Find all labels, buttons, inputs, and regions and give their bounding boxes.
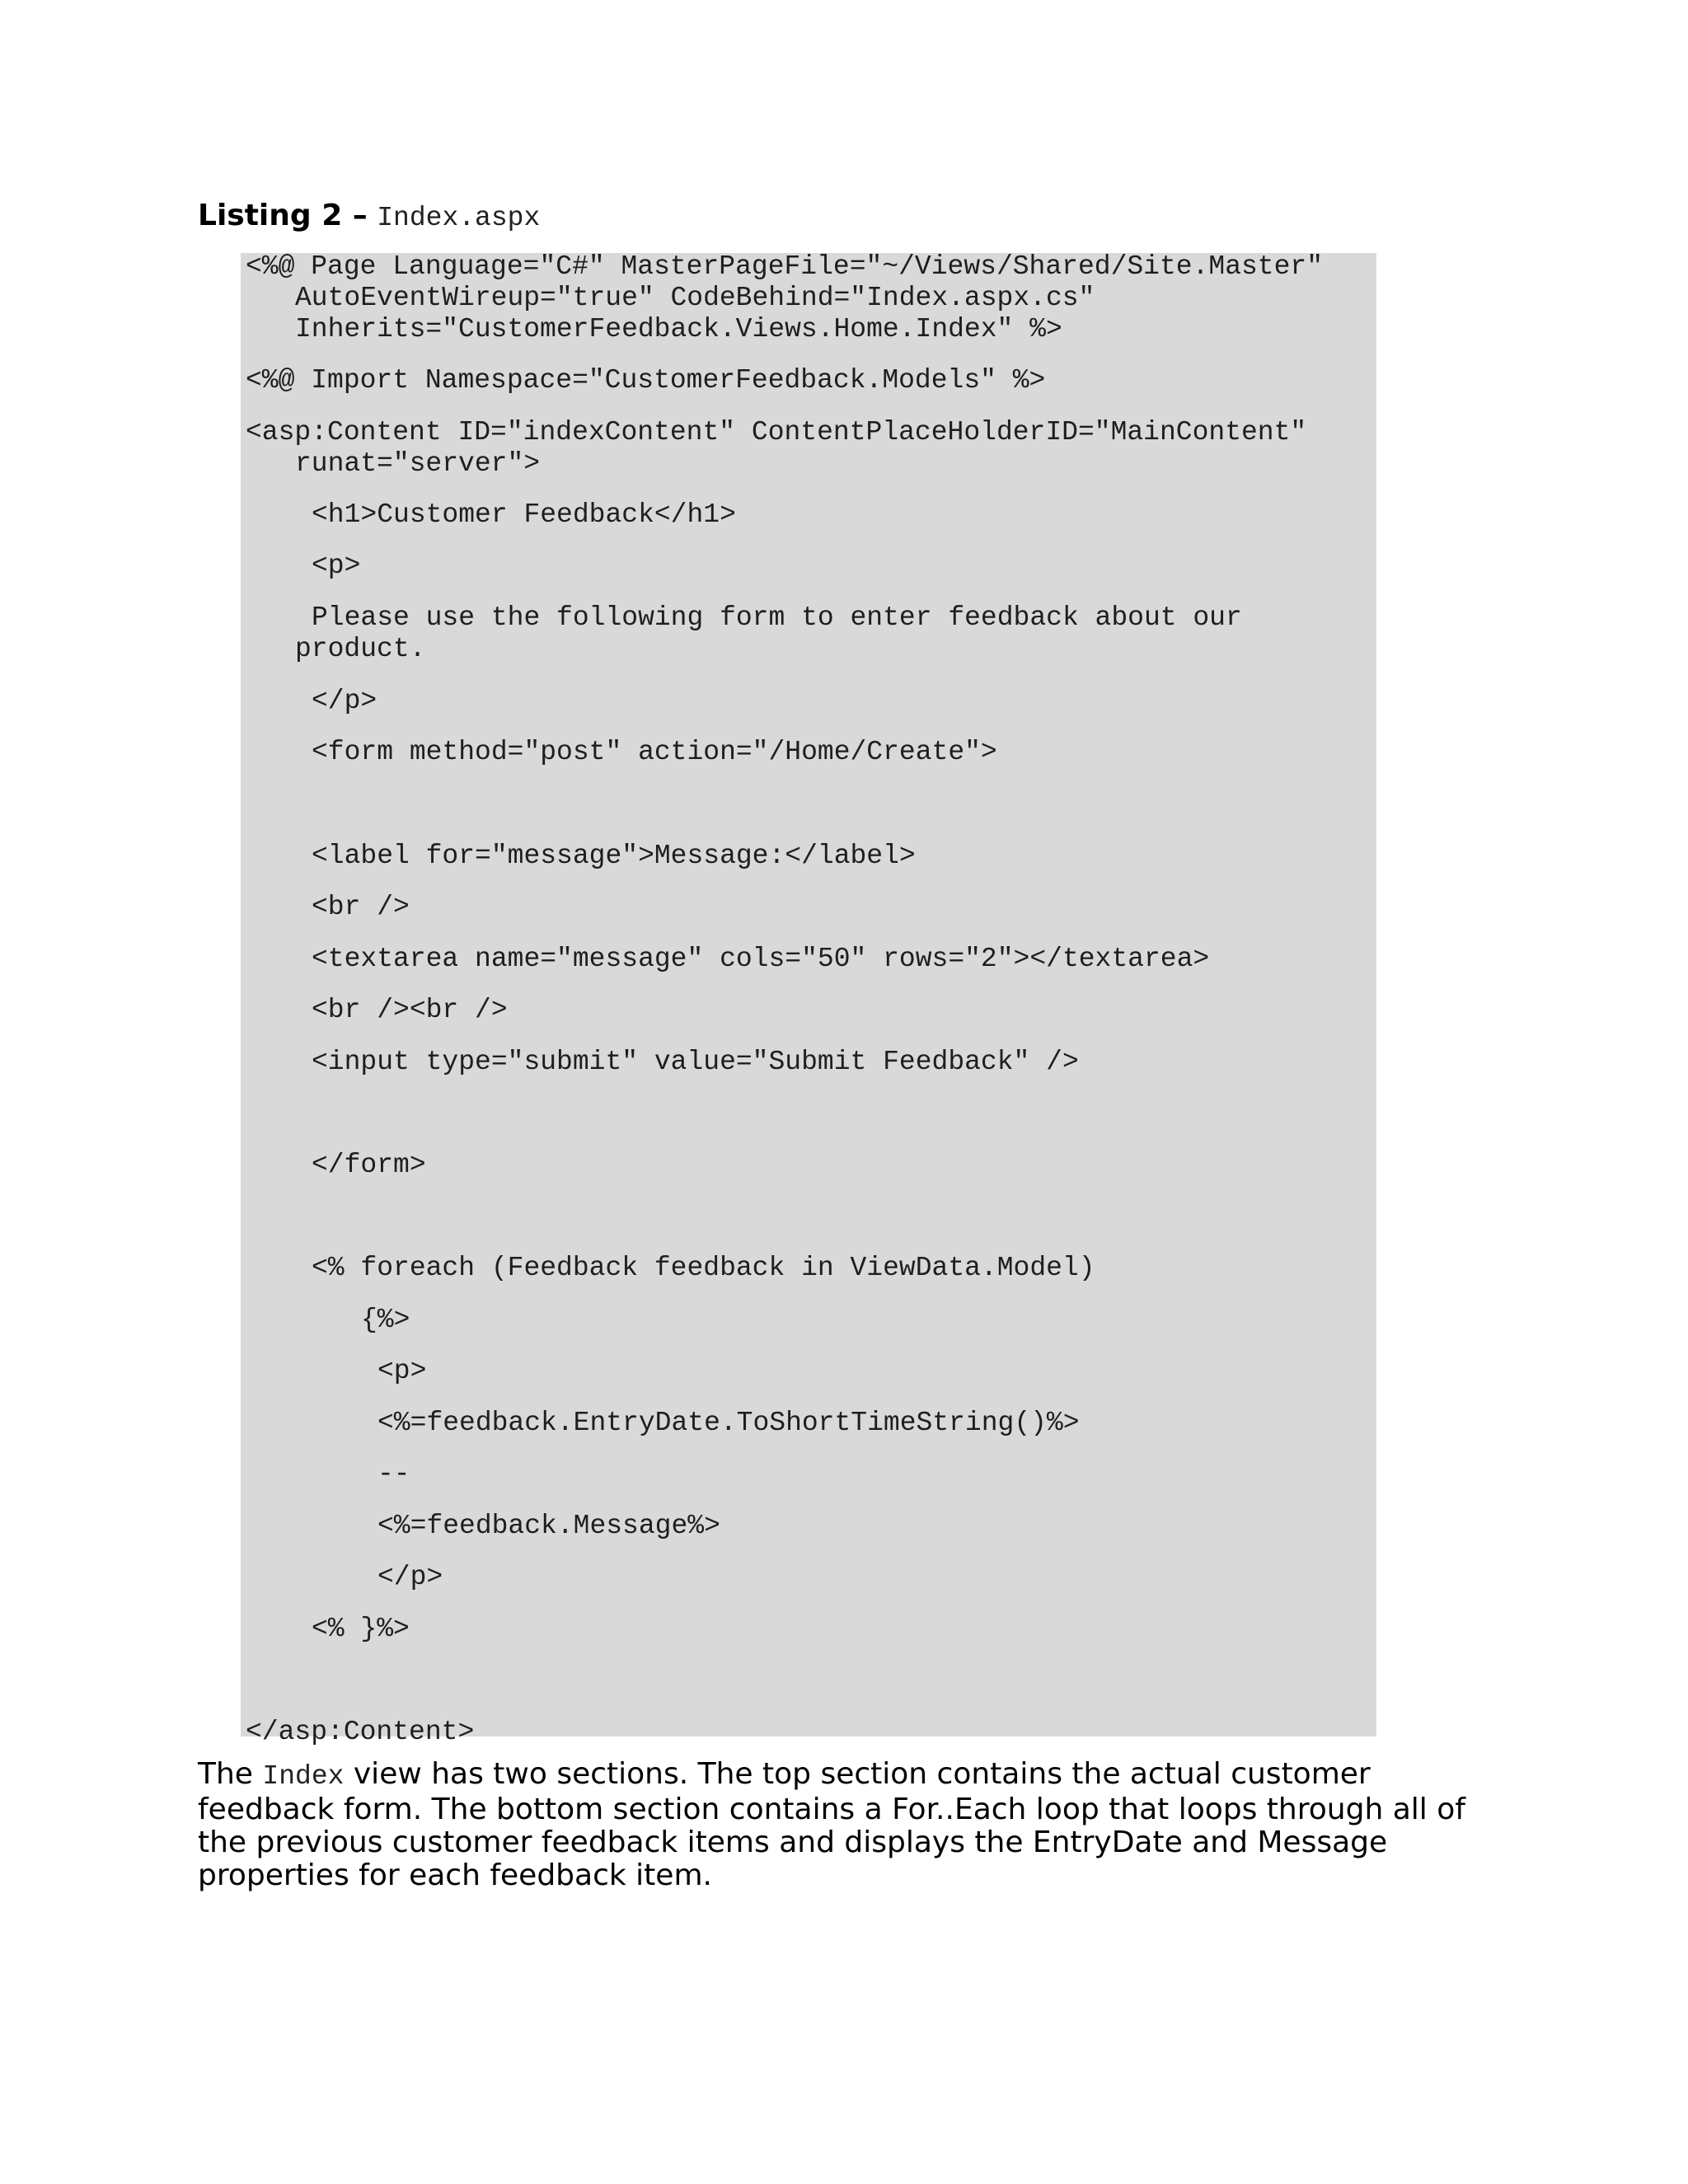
code-line: </form> <box>312 1150 426 1180</box>
code-line: <h1>Customer Feedback</h1> <box>312 499 736 530</box>
listing-filename: Index.aspx <box>377 203 541 233</box>
code-line: <asp:Content ID="indexContent" ContentPlaceHolderID="MainContent" <box>246 417 1307 448</box>
code-line: <%=feedback.Message%> <box>377 1511 720 1541</box>
code-line: Please use the following form to enter feedback about our <box>312 602 1242 633</box>
body-paragraph <box>198 1758 1484 1892</box>
code-line: <p> <box>312 551 361 581</box>
code-line: <br /> <box>312 892 410 922</box>
code-line: product. <box>295 634 426 664</box>
listing-label: Listing 2 – <box>198 199 368 232</box>
code-line: <label for="message">Message:</label> <box>312 841 916 871</box>
code-line: <%@ Page Language="C#" MasterPageFile="~/Views/Shared/Site.Master" <box>246 251 1324 282</box>
code-line: </p> <box>312 686 377 716</box>
inline-code-index: Index <box>262 1761 345 1792</box>
paragraph-text: The <box>198 1757 263 1791</box>
code-line: </asp:Content> <box>246 1717 475 1747</box>
code-line: <%@ Import Namespace="CustomerFeedback.Models" %> <box>246 365 1046 396</box>
code-line: runat="server"> <box>295 448 541 479</box>
code-line: <textarea name="message" cols="50" rows="2"></textarea> <box>312 944 1210 974</box>
code-line: <% foreach (Feedback feedback in ViewData.Model) <box>312 1253 1095 1283</box>
code-line: </p> <box>377 1562 443 1592</box>
code-line: <% }%> <box>312 1614 410 1644</box>
listing-heading <box>198 191 540 243</box>
code-line: <form method="post" action="/Home/Create"> <box>312 737 997 767</box>
paragraph-text: view has two sections. The top section contains the actual customer feedback form. The bottom section contains a For..Each loop that loops through all of the previous customer feedback items and displays the EntryDate and Message properties for each feedback item. <box>198 1757 1465 1892</box>
code-line: <p> <box>377 1356 427 1386</box>
code-line: AutoEventWireup="true" CodeBehind="Index.aspx.cs" <box>295 283 1095 313</box>
code-line: <%=feedback.EntryDate.ToShortTimeString()%> <box>377 1408 1080 1438</box>
code-line: Inherits="CustomerFeedback.Views.Home.Index" %> <box>295 314 1062 344</box>
code-line: {%> <box>361 1305 410 1335</box>
code-line: <br /><br /> <box>312 995 508 1025</box>
code-line: <input type="submit" value="Submit Feedback" /> <box>312 1047 1079 1077</box>
code-line: -- <box>377 1459 410 1489</box>
